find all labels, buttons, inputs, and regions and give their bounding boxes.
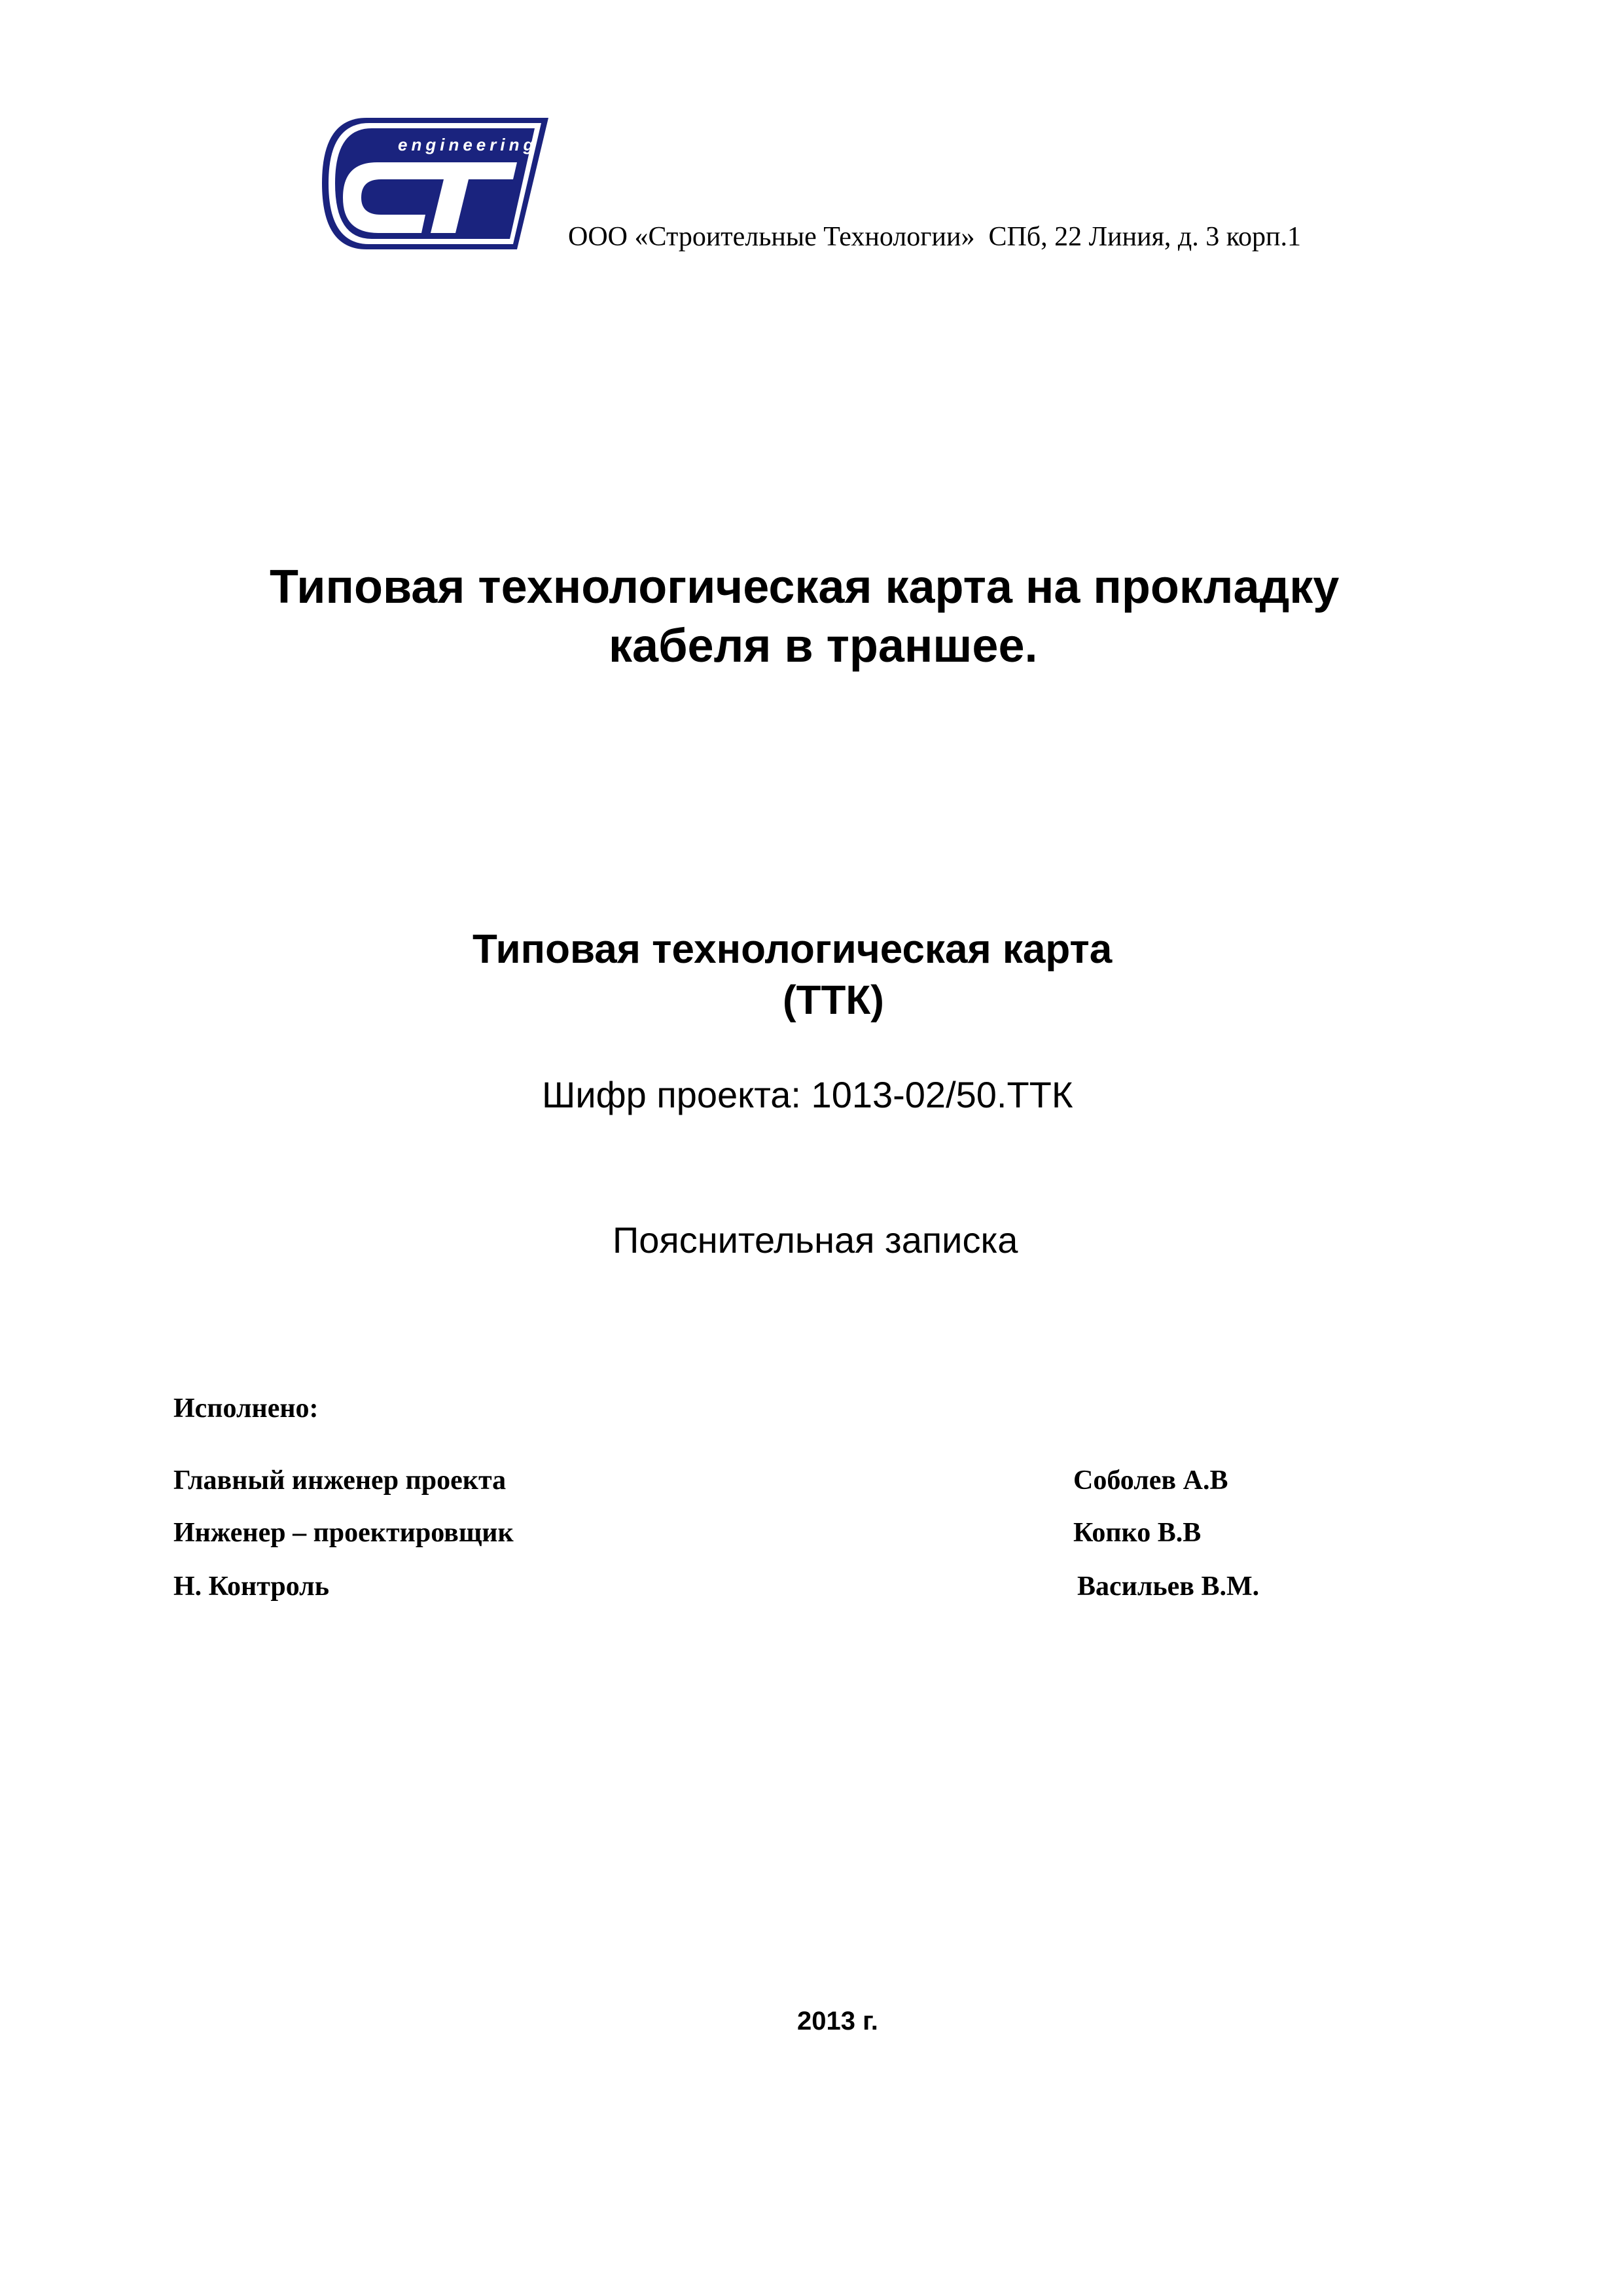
name-design-engineer: Копко В.В	[1073, 1518, 1202, 1548]
project-code: Шифр проекта: 1013-02/50.ТТК	[542, 1074, 1073, 1115]
executed-label: Исполнено:	[173, 1393, 319, 1424]
name-chief-engineer: Соболев А.В	[1073, 1465, 1228, 1496]
name-norm-control: Васильев В.М.	[1077, 1571, 1260, 1602]
document-year: 2013 г.	[797, 2007, 878, 2036]
role-chief-engineer: Главный инженер проекта	[173, 1465, 507, 1496]
company-address-line: ООО «Строительные Технологии» СПб, 22 Линия, д. 3 корп.1	[568, 222, 1302, 252]
logo-engineering-text: engineering	[398, 135, 538, 154]
document-title-line-2: кабеля в траншее.	[609, 620, 1038, 672]
document-subtitle-line-2: (ТТК)	[783, 978, 884, 1023]
company-logo	[321, 117, 550, 251]
role-norm-control: Н. Контроль	[173, 1571, 329, 1602]
document-subtitle-line-1: Типовая технологическая карта	[473, 927, 1113, 972]
role-design-engineer: Инженер – проектировщик	[173, 1518, 514, 1548]
explanatory-note-label: Пояснительная записка	[613, 1219, 1018, 1261]
document-title-line-1: Типовая технологическая карта на прокладку	[270, 561, 1340, 613]
